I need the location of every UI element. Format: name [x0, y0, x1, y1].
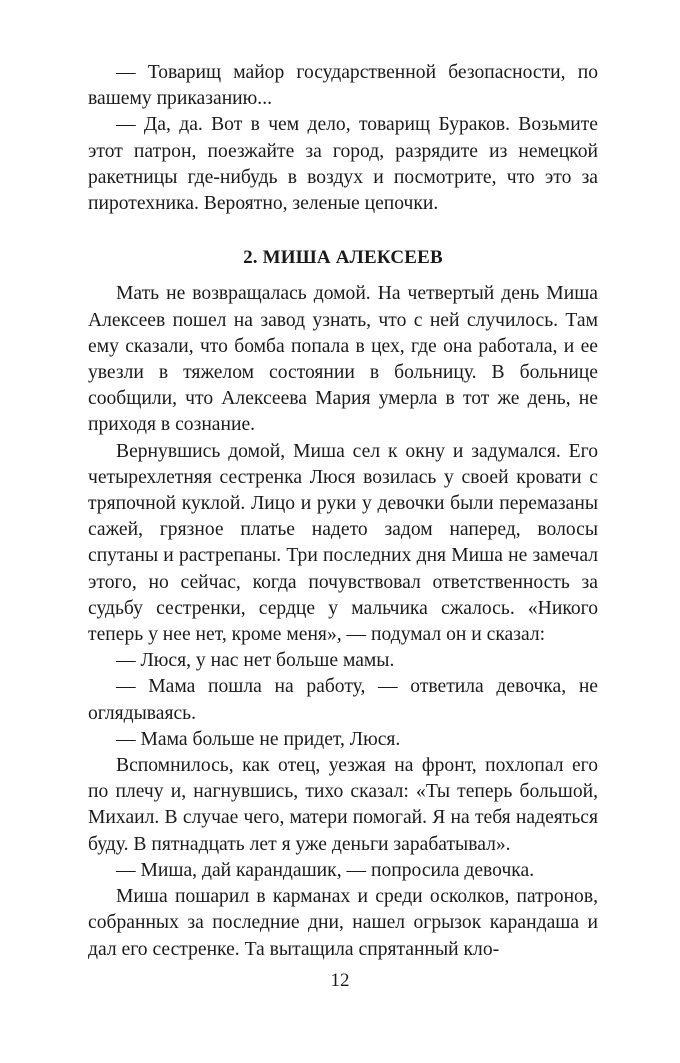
section-title: 2. МИША АЛЕКСЕЕВ: [243, 247, 443, 269]
paragraph-9: — Миша, дай карандашик, — попросила девочка.: [116, 859, 535, 881]
paragraph-2: — Да, да. Вот в чем дело, товарищ Бураков. Возьмите этот патрон, поезжайте за город, разрядите из немецкой ракетницы где-нибудь в воздух и посмотрите, что это за пиротехника. Вероятно, зеленые цепочки.: [88, 114, 598, 215]
page-body: [88, 60, 598, 963]
paragraph-8: Вспомнилось, как отец, уезжая на фронт, похлопал его по плечу и, нагнувшись, тихо сказал: «Ты теперь большой, Михаил. В случае чего, матери помогай. Я на тебя надеяться буду. В пятнадцать лет я уже деньги зарабатывал».: [88, 755, 598, 855]
page-number: 12: [330, 970, 350, 991]
paragraph-3: Мать не возвращалась домой. На четвертый день Миша Алексеев пошел на завод узнать, что с ней случилось. Там ему сказали, что бомба попала в цех, где она работала, и ее увезли в тяжелом состоянии в больницу. В больнице сообщили, что Алексеева Мария умерла в тот же день, не приходя в сознание.: [88, 283, 598, 436]
paragraph-7: — Мама больше не придет, Люся.: [116, 728, 401, 750]
paragraph-5: — Люся, у нас нет больше мамы.: [116, 650, 395, 672]
paragraph-10: Миша пошарил в карманах и среди осколков, патронов, собранных за последние дни, нашел огрызок карандаша и дал его сестренке. Та вытащила спрятанный кло-: [88, 886, 598, 960]
paragraph-4: Вернувшись домой, Миша сел к окну и задумался. Его четырехлетняя сестренка Люся возилась у своей кровати с тряпочной куклой. Лицо и руки у девочки были перемазаны сажей, грязное платье надето задом наперед, волосы спутаны и растрепаны. Три последних дня Миша не замечал этого, но сейчас, когда почувствовал ответственность за судьбу сестренки, сердце у мальчика сжалось. «Никого теперь у нее нет, кроме меня», — подумал он и сказал:: [88, 440, 598, 646]
paragraph-1: — Товарищ майор государственной безопасности, по вашему приказанию...: [88, 62, 598, 110]
paragraph-6: — Мама пошла на работу, — ответила девочка, не оглядываясь.: [88, 676, 598, 724]
